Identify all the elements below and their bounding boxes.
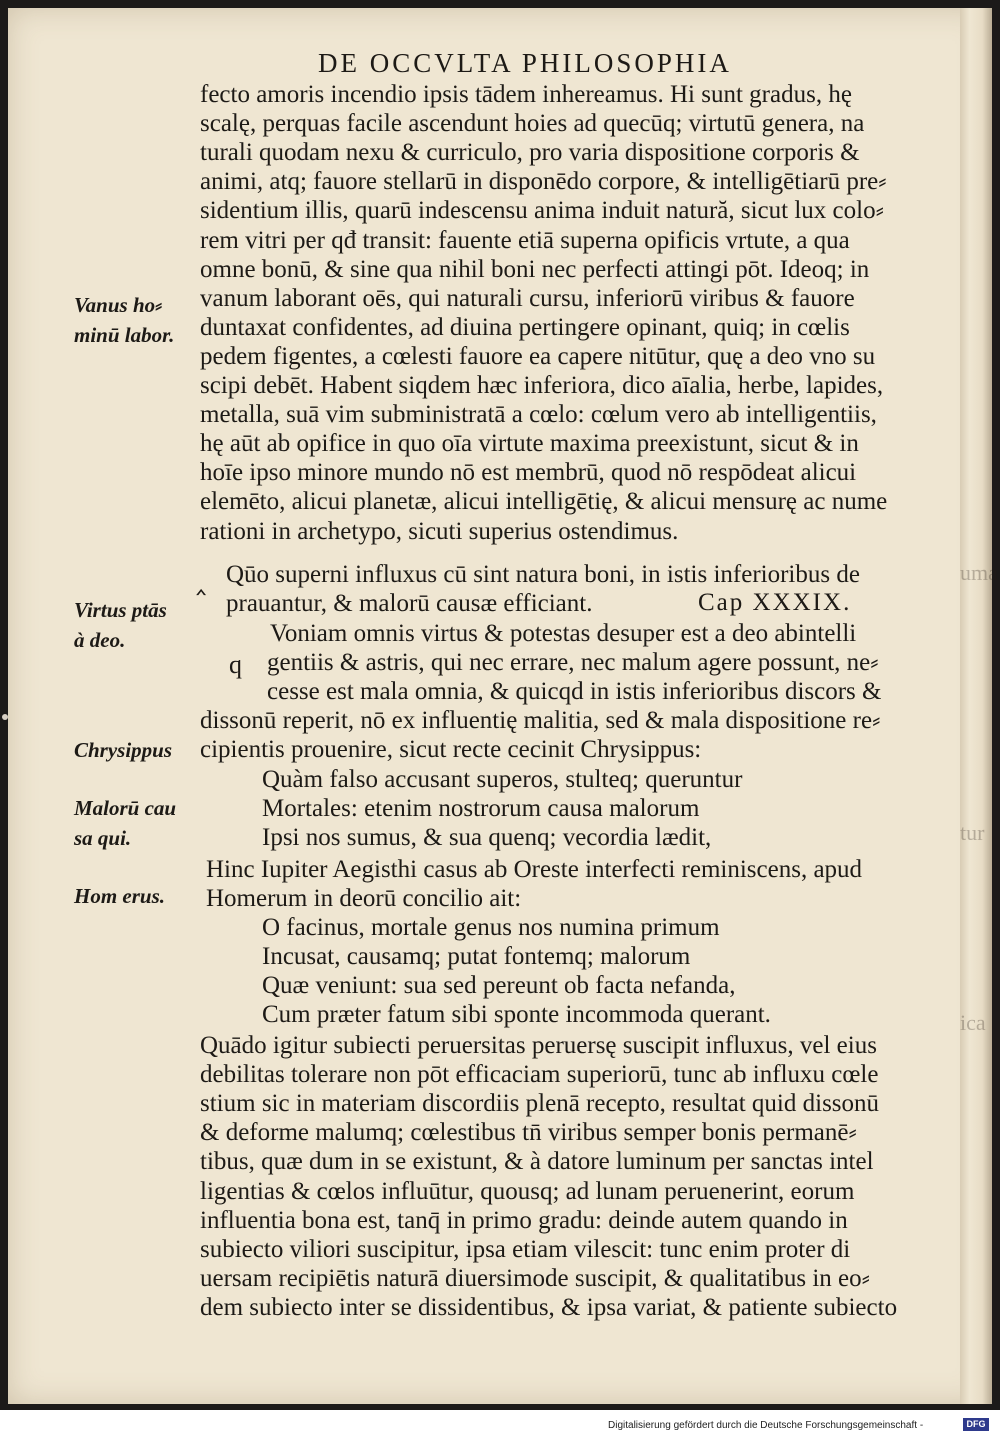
marginal-note: minū labor. (74, 323, 175, 347)
text-line: elemēto, alicui planetæ, alicui intelligētię, & alicui mensurę ac nume (200, 488, 888, 516)
text-line: uersam recipiētis naturā diuersimode suscipit, & qualitatibus in eo⸗ (200, 1264, 870, 1292)
text-line: debilitas tolerare non pōt efficaciam superiorū, tunc ab influxu cœle (200, 1061, 879, 1089)
margin-dot (2, 714, 8, 720)
text-line: ligentias & cœlos influūtur, quousq; ad lunam peruenerint, eorum (200, 1177, 855, 1205)
text-line: Ipsi nos sumus, & sua quenq; vecordia lædit, (262, 824, 712, 852)
marginal-note: sa qui. (74, 826, 132, 850)
bleed-through-text: ica (960, 1010, 986, 1035)
text-line: Homerum in deorū concilio ait: (206, 885, 522, 913)
marginal-note: Vanus ho⸗ (74, 293, 163, 317)
text-line: fecto amoris incendio ipsis tādem inhereamus. Hi sunt gradus, hę (200, 81, 852, 108)
facing-page-edge (960, 8, 998, 1404)
text-line: hoīe ipso minore mundo nō est membrū, quod nō respōdeat alicui (200, 459, 857, 487)
text-line: cipientis prouenire, sicut recte cecinit Chrysippus: (200, 736, 702, 764)
guide-letter: q (229, 650, 242, 679)
text-line: Voniam omnis virtus & potestas desuper est a deo abintelli (270, 620, 857, 647)
text-line: Qūo superni influxus cū sint natura boni, in istis inferioribus de (226, 561, 860, 588)
text-line: hę aūt ab opifice in quo oīa virtute maxima preexistunt, sicut & in (200, 430, 859, 458)
text-line: O facinus, mortale genus nos numina primum (262, 914, 720, 941)
text-line: pedem figentes, a cœlesti fauore ea capere nitūtur, quę a deo vno su (200, 342, 876, 370)
bleed-through-text: uma (960, 560, 998, 585)
text-line: omne bonū, & sine qua nihil boni nec perfecti attingi pōt. Ideoq; in (200, 255, 870, 283)
text-line: influentia bona est, tanq̄ in primo gradu: deinde autem quando in (200, 1206, 848, 1234)
text-line: duntaxat confidentes, ad diuina pertingere opinant, quiq; in cœlis (200, 313, 850, 341)
text-line: stium sic in materiam discordiis plenā recepto, resultat quid dissonū (200, 1090, 880, 1118)
text-line: Cum præter fatum sibi sponte incommoda querant. (262, 1001, 771, 1029)
text-line: Quàm falso accusant superos, stulteq; queruntur (262, 766, 743, 793)
dfg-logo: DFG (963, 1418, 989, 1431)
chapter-number: Cap XXXIX. (698, 589, 852, 616)
text-line: tibus, quæ dum in se existunt, & à datore luminum per sanctas intel (200, 1148, 874, 1176)
marginal-note: Malorū cau (74, 796, 177, 820)
text-line: dem subiecto inter se dissidentibus, & ipsa variat, & patiente subiecto (200, 1293, 898, 1321)
text-line: vanum laborant oēs, qui naturali cursu, inferiorū viribus & fauore (200, 284, 855, 312)
text-line: animi, atq; fauore stellarū in disponēdo corpore, & intelligētiarū pre⸗ (200, 168, 887, 196)
bleed-through-text: tur (960, 820, 985, 845)
text-line: turali quodam nexu & curriculo, pro varia dispositione corporis & (200, 139, 860, 167)
pilcrow-mark: ‸ (196, 562, 207, 595)
marginal-note: Chrysippus (74, 738, 173, 762)
text-line: Quādo igitur subiecti peruersitas peruersę suscipit influxus, vel eius (200, 1032, 877, 1059)
text-line: gentiis & astris, qui nec errare, nec malum agere possunt, ne⸗ (267, 649, 879, 677)
text-line: scipi debēt. Habent siqdem hæc inferiora, dico aīalia, herbe, lapides, (200, 372, 884, 399)
text-line: Mortales: etenim nostrorum causa malorum (262, 795, 700, 823)
text-line: subiecto viliori suscipitur, ipsa etiam vilescit: tunc enim proter di (200, 1235, 851, 1263)
text-line: & deforme malumq; cœlestibus tn̄ viribus semper bonis permanē⸗ (200, 1119, 857, 1147)
text-line: Incusat, causamq; putat fontemq; malorum (262, 943, 691, 971)
running-head: DE OCCVLTA PHILOSOPHIA (318, 48, 732, 78)
marginal-note: Virtus ptās (74, 598, 167, 622)
text-line: cesse est mala omnia, & quicqd in istis inferioribus discors & (267, 678, 882, 706)
marginal-note: à deo. (74, 628, 126, 652)
text-line: Quæ veniunt: sua sed pereunt ob facta nefanda, (262, 972, 736, 1000)
text-line: Hinc Iupiter Aegisthi casus ab Oreste interfecti reminiscens, apud (206, 856, 863, 883)
text-line: dissonū reperit, nō ex influentię malitia, sed & mala dispositione re⸗ (200, 707, 881, 735)
text-line: prauantur, & malorū causæ efficiant. (226, 590, 593, 617)
text-line: sidentium illis, quarū indescensu anima induit natură, sicut lux colo⸗ (200, 197, 884, 225)
text-line: rem vitri per qđ transit: fauente etiā superna opificis vrtute, a qua (200, 226, 850, 254)
text-line: metalla, suā vim subministratā a cœlo: cœlum vero ab intelligentiis, (200, 401, 877, 429)
digitization-credit: Digitalisierung gefördert durch die Deutsche Forschungsgemeinschaft - (608, 1420, 924, 1431)
text-line: scalę, perquas facile ascendunt hoies ad quecūq; virtutū genera, na (200, 110, 865, 138)
text-line: rationi in archetypo, sicuti superius ostendimus. (200, 517, 679, 545)
marginal-note: Hom erus. (74, 884, 166, 908)
